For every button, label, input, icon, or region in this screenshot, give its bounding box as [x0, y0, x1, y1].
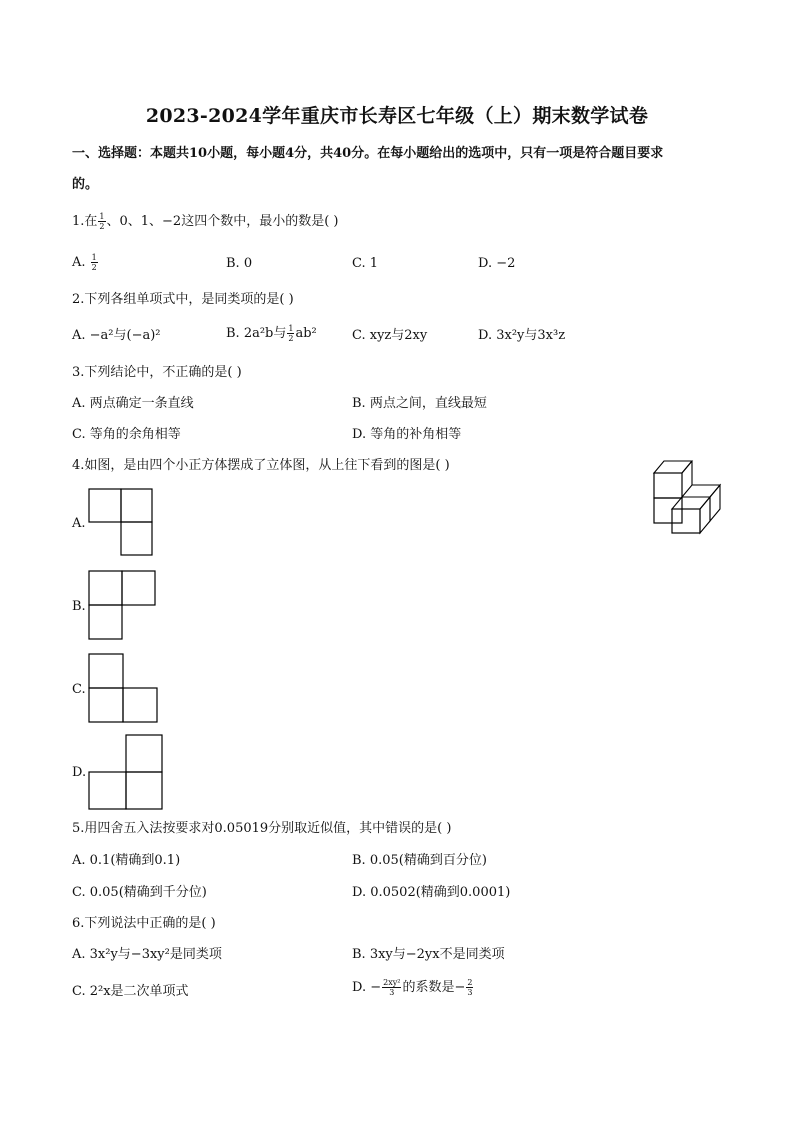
q2-option-a[interactable]: A. −a²与(−a)²	[72, 328, 161, 343]
q2-option-b[interactable]: B. 2a²b与 $\frac{1}{2}$ ab²	[226, 324, 317, 343]
q4-option-a-label[interactable]: A.	[72, 516, 86, 531]
q4-option-d-figure[interactable]	[88, 734, 166, 812]
q3-option-c[interactable]: C. 等角的余角相等	[72, 427, 181, 442]
question-1-stem: 1.在 $\frac{1}{2}$ 、0、1、−2这四个数中，最小的数是( )	[72, 212, 339, 231]
question-2-stem: 2.下列各组单项式中，是同类项的是( )	[72, 292, 294, 307]
question-4-stem: 4.如图，是由四个小正方体摆成了立体图，从上往下看到的图是( )	[72, 458, 450, 473]
question-6-stem: 6.下列说法中正确的是( )	[72, 916, 216, 931]
q4-option-d-label[interactable]: D.	[72, 765, 87, 780]
q4-option-c-label[interactable]: C.	[72, 682, 86, 697]
q6-option-c[interactable]: C. 2²x是二次单项式	[72, 984, 189, 999]
q5-option-d[interactable]: D. 0.0502(精确到0.0001)	[352, 885, 511, 900]
page-title: 2023-2024学年重庆市长寿区七年级（上）期末数学试卷	[145, 105, 649, 127]
q6-option-a[interactable]: A. 3x²y与−3xy²是同类项	[72, 947, 222, 962]
q6-option-b[interactable]: B. 3xy与−2yx不是同类项	[352, 947, 505, 962]
q5-option-a[interactable]: A. 0.1(精确到0.1)	[72, 853, 181, 868]
q1-option-b[interactable]: B. 0	[226, 256, 253, 271]
section-heading-line2: 的。	[72, 177, 99, 192]
q2-option-d[interactable]: D. 3x²y与3x³z	[478, 328, 566, 343]
q3-option-a[interactable]: A. 两点确定一条直线	[72, 396, 194, 411]
cube-stack-figure	[648, 455, 728, 541]
fraction-one-half: $\frac{1}{2}$	[99, 212, 105, 231]
q5-option-b[interactable]: B. 0.05(精确到百分位)	[352, 853, 487, 868]
section-heading-line1: 一、选择题：本题共10小题，每小题4分，共40分。在每小题给出的选项中，只有一项是符合题目要求	[72, 146, 664, 161]
q5-option-c[interactable]: C. 0.05(精确到千分位)	[72, 885, 207, 900]
q4-option-c-figure[interactable]	[88, 653, 160, 725]
q3-option-b[interactable]: B. 两点之间，直线最短	[352, 396, 487, 411]
question-5-stem: 5.用四舍五入法按要求对0.05019分别取近似值，其中错误的是( )	[72, 821, 452, 836]
q1-option-d[interactable]: D. −2	[478, 256, 516, 271]
q3-option-d[interactable]: D. 等角的补角相等	[352, 427, 462, 442]
q2-option-c[interactable]: C. xyz与2xy	[352, 328, 428, 343]
q6-option-d[interactable]: D. − $\frac{\text{2xy²}}{3}$ 的系数是− $\frac{2}{3}$	[352, 978, 473, 997]
q1-option-a[interactable]: A. $\frac{1}{2}$	[72, 253, 97, 272]
question-3-stem: 3.下列结论中，不正确的是( )	[72, 365, 242, 380]
q1-option-c[interactable]: C. 1	[352, 256, 379, 271]
q4-option-a-figure[interactable]	[88, 488, 154, 558]
q4-option-b-figure[interactable]	[88, 570, 158, 642]
q4-option-b-label[interactable]: B.	[72, 599, 86, 614]
